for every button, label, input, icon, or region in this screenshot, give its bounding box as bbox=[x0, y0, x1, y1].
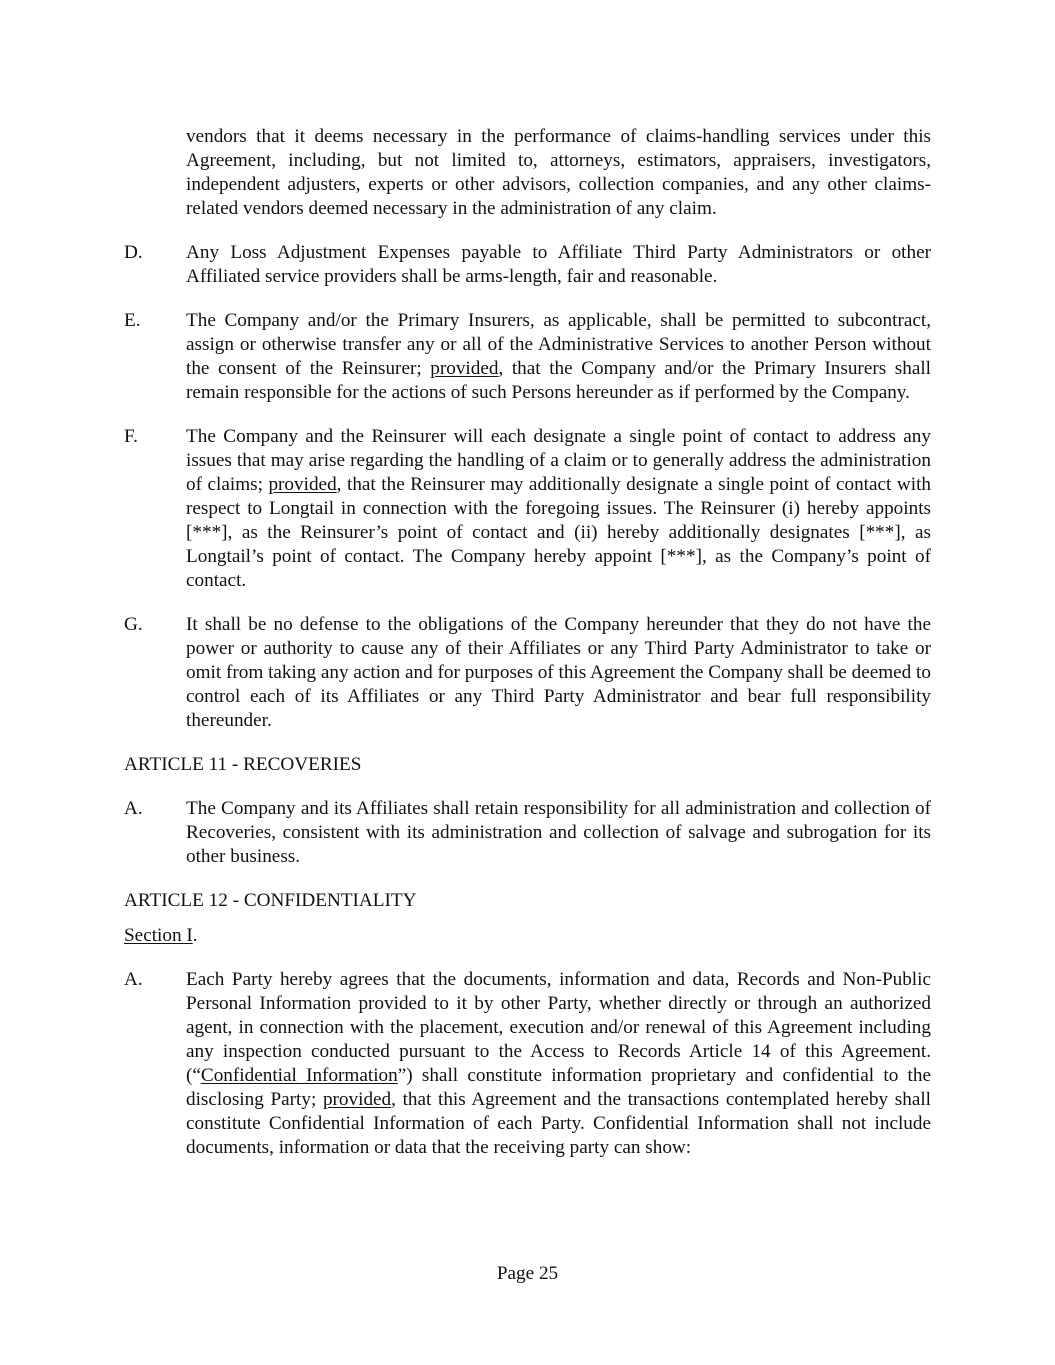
underlined-term: Confidential Information bbox=[200, 1065, 398, 1086]
section-heading: Section I. bbox=[124, 925, 198, 946]
item-e bbox=[124, 309, 931, 405]
item-label: A. bbox=[124, 798, 143, 819]
item-g bbox=[124, 613, 931, 733]
underlined-term: provided bbox=[268, 474, 337, 495]
continuation-paragraph: vendors that it deems necessary in the performance of claims-handling services under this Agreement, including, but not limited to, attorneys, estimators, appraisers, investigators, independent adjusters, experts or other advisors, collection companies, and any other claims-related vendors deemed necessary in the administration of any claim. bbox=[186, 126, 931, 219]
article-12-item-a bbox=[124, 968, 931, 1160]
document-page bbox=[124, 125, 931, 1160]
item-text: The Company and/or the Primary Insurers, as applicable, shall be permitted to subcontract, assign or otherwise transfer any or all of the Administrative Services to another Person without the consent of the Reinsurer; provided, that the Company and/or the Primary Insurers shall remain responsible for the actions of such Persons hereunder as if performed by the Company. bbox=[186, 310, 931, 403]
item-f bbox=[124, 425, 931, 593]
item-label: G. bbox=[124, 614, 143, 635]
underlined-term: provided bbox=[322, 1089, 392, 1110]
article-11-heading: ARTICLE 11 - RECOVERIES bbox=[124, 754, 362, 775]
item-text: The Company and its Affiliates shall retain responsibility for all administration and collection of Recoveries, consistent with its administration and collection of salvage and subrogation for its other business. bbox=[186, 798, 931, 867]
article-11-item-a bbox=[124, 797, 931, 869]
item-label: F. bbox=[124, 426, 138, 447]
item-label: E. bbox=[124, 310, 141, 331]
page-number: Page 25 bbox=[496, 1263, 559, 1284]
item-text: It shall be no defense to the obligations of the Company hereunder that they do not have the power or authority to cause any of their Affiliates or any Third Party Administrator to take or omit from taking any action and for purposes of this Agreement the Company shall be deemed to control each of its Affiliates or any Third Party Administrator and bear full responsibility thereunder. bbox=[186, 614, 931, 731]
item-text: Each Party hereby agrees that the documents, information and data, Records and Non-Public Personal Information provided to it by other Party, whether directly or through an authorized agent, in connection with the placement, execution and/or renewal of this Agreement including any inspection conducted pursuant to the Access to Records Article 14 of this Agreement. (“Confidential Information”) shall constitute information proprietary and confidential to the disclosing Party; provided, that this Agreement and the transactions contemplated hereby shall constitute Confidential Information of each Party. Confidential Information shall not include documents, information or data that the receiving party can show: bbox=[186, 969, 931, 1158]
underlined-term: provided bbox=[430, 358, 499, 379]
item-text: Any Loss Adjustment Expenses payable to Affiliate Third Party Administrators or other Affiliated service providers shall be arms-length, fair and reasonable. bbox=[186, 242, 931, 287]
item-text: The Company and the Reinsurer will each designate a single point of contact to address any issues that may arise regarding the handling of a claim or to generally address the administration of claims; provided, that the Reinsurer may additionally designate a single point of contact with respect to Longtail in connection with the foregoing issues. The Reinsurer (i) hereby appoints [***], as the Reinsurer’s point of contact and (ii) hereby additionally designates [***], as Longtail’s point of contact. The Company hereby appoint [***], as the Company’s point of contact. bbox=[186, 426, 931, 591]
item-label: A. bbox=[124, 969, 143, 990]
article-12-heading: ARTICLE 12 - CONFIDENTIALITY bbox=[124, 890, 417, 911]
item-d bbox=[124, 241, 931, 289]
item-label: D. bbox=[124, 242, 143, 263]
